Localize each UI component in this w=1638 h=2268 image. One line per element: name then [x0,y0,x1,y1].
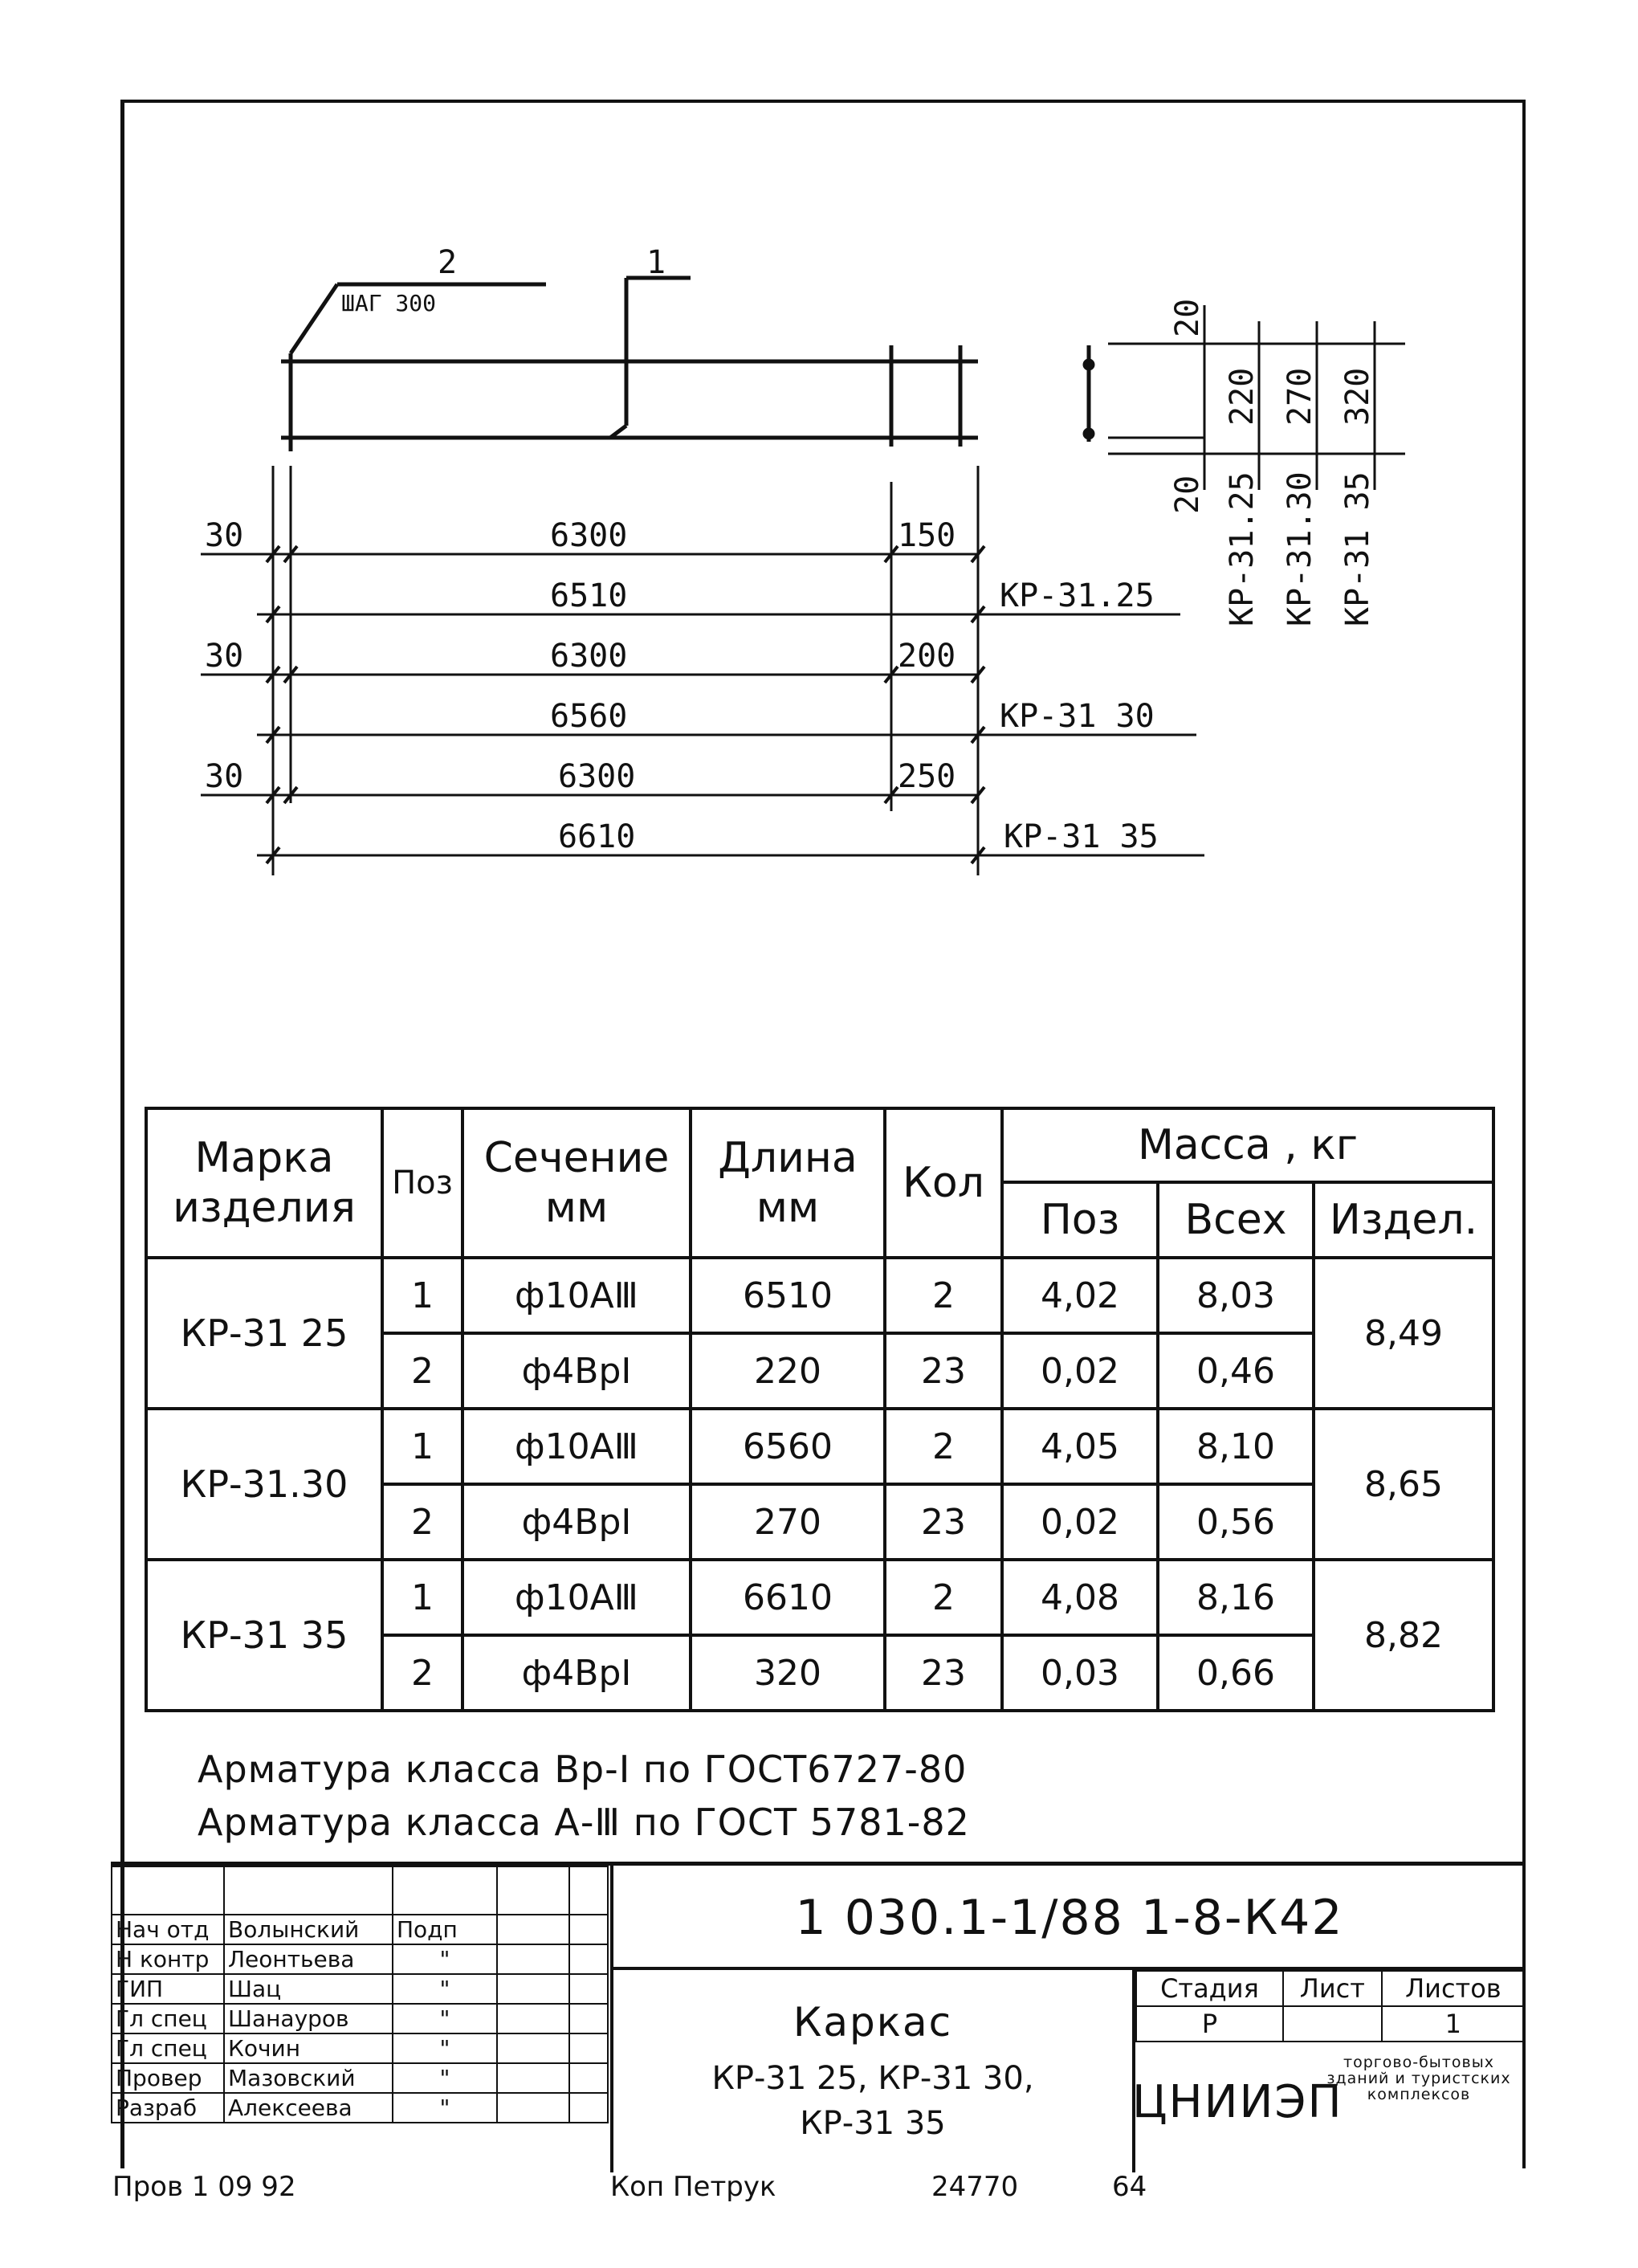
document-number: 1 030.1-1/88 1-8-К42 [610,1866,1526,1970]
sig-sign: " [393,2004,497,2033]
signature-row [112,1915,608,1944]
signature-row [112,2063,608,2093]
dim-total-2: 6560 [550,698,628,735]
sig-role: ГИП [112,1974,224,2004]
cell-mass-item: 8,49 [1314,1258,1493,1409]
section-mark-3: КР-31 35 [1339,471,1376,626]
cell-pos: 2 [382,1333,462,1409]
footer-sheet-number: 64 [1112,2171,1147,2203]
header-section: Сечение мм [462,1108,691,1258]
drawing-title [610,1970,1132,2172]
dim-end-3: 250 [898,758,956,795]
cage-drawing [0,0,1638,1076]
cell-qty: 23 [885,1635,1002,1711]
item-mark: КР-31 25 [146,1258,382,1409]
notes [198,1743,970,1849]
cell-mass-all: 0,66 [1158,1635,1314,1711]
cell-section: ф10АⅢ [462,1560,691,1635]
sig-role: Нач отд [112,1915,224,1944]
cell-mass-item: 8,65 [1314,1409,1493,1560]
footer-check: Пров 1 09 92 [112,2171,296,2203]
cell-qty: 23 [885,1333,1002,1409]
dim-mark-1: КР-31.25 [1000,577,1155,614]
cell-mass-pos: 0,02 [1002,1333,1158,1409]
cell-mass-all: 8,16 [1158,1560,1314,1635]
cell-length: 320 [691,1635,885,1711]
cell-length: 270 [691,1484,885,1560]
dim-inner-2: 6300 [550,638,628,675]
cell-pos: 1 [382,1560,462,1635]
sig-role: Провер [112,2063,224,2093]
cell-section: ф4ВрⅠ [462,1635,691,1711]
signature-row [112,2033,608,2063]
table-row [146,1409,1493,1484]
dim-left-3: 30 [205,758,244,795]
sig-sign: " [393,1974,497,2004]
cell-qty: 2 [885,1258,1002,1333]
header-mass-pos: Поз [1002,1182,1158,1258]
title-line-1: Каркас [793,1999,953,2046]
header-qty: Кол [885,1108,1002,1258]
cell-mass-pos: 0,03 [1002,1635,1158,1711]
section-height-3: 320 [1339,367,1376,426]
sig-name: Кочин [224,2033,393,2063]
dim-inner-1: 6300 [550,517,628,554]
cell-qty: 2 [885,1560,1002,1635]
sheets-label: Листов [1382,1971,1525,2006]
org-description: торгово-бытовых зданий и туристских комплексов [1326,2054,1511,2103]
footer-inventory: 24770 [931,2171,1019,2203]
sig-sign: " [393,2093,497,2123]
table-row [146,1258,1493,1333]
callout-1-number: 1 [646,244,666,281]
sig-name: Мазовский [224,2063,393,2093]
footer-copy: Коп Петрук [610,2171,776,2203]
section-mark-1: КР-31.25 [1224,471,1261,626]
cell-mass-pos: 4,05 [1002,1409,1158,1484]
cell-section: ф10АⅢ [462,1409,691,1484]
sig-sign: " [393,2063,497,2093]
callout-2-note: ШАГ 300 [341,290,437,316]
dim-left-1: 30 [205,517,244,554]
dim-total-1: 6510 [550,577,628,614]
title-block [111,1862,1526,2172]
section-mark-2: КР-31.30 [1281,471,1318,626]
cell-section: ф10АⅢ [462,1258,691,1333]
dim-mark-2: КР-31 30 [1000,698,1155,735]
sig-sign: " [393,2033,497,2063]
cell-mass-item: 8,82 [1314,1560,1493,1711]
title-line-2: КР-31 25, КР-31 30, [711,2060,1034,2097]
section-height-1: 220 [1224,367,1261,426]
header-length: Длина мм [691,1108,885,1258]
signature-row [112,1944,608,1974]
cell-mass-all: 8,10 [1158,1409,1314,1484]
header-pos: Поз [382,1108,462,1258]
cell-mass-all: 8,03 [1158,1258,1314,1333]
cell-qty: 23 [885,1484,1002,1560]
dim-end-1: 150 [898,517,956,554]
cell-length: 6560 [691,1409,885,1484]
cell-pos: 1 [382,1409,462,1484]
sheets-value: 1 [1382,2006,1525,2042]
cell-length: 6510 [691,1258,885,1333]
dim-end-2: 200 [898,638,956,675]
dimension-lines [201,466,1204,875]
signature-row [112,2093,608,2123]
sig-role: Н контр [112,1944,224,1974]
sig-name: Алексеева [224,2093,393,2123]
note-line: Арматура класса А-Ⅲ по ГОСТ 5781-82 [198,1801,970,1844]
dim-total-3: 6610 [558,818,636,855]
sig-sign: " [393,1944,497,1974]
dim-left-2: 30 [205,638,244,675]
cell-length: 6610 [691,1560,885,1635]
item-mark: КР-31.30 [146,1409,382,1560]
dim-mark-3: КР-31 35 [1004,818,1159,855]
header-mass: Масса , кг [1002,1108,1493,1182]
section-bottom-dim: 20 [1169,475,1206,514]
cell-pos: 2 [382,1635,462,1711]
cell-pos: 1 [382,1258,462,1333]
cell-pos: 2 [382,1484,462,1560]
dim-inner-3: 6300 [558,758,636,795]
cell-mass-pos: 4,02 [1002,1258,1158,1333]
cell-length: 220 [691,1333,885,1409]
sig-name: Шац [224,1974,393,2004]
sig-name: Волынский [224,1915,393,1944]
cell-qty: 2 [885,1409,1002,1484]
sig-sign: Подп [393,1915,497,1944]
cell-mass-all: 0,46 [1158,1333,1314,1409]
organization-block [1132,2038,1526,2172]
header-mark: Марка изделия [146,1108,382,1258]
specification-table [145,1107,1495,1712]
signature-row [112,2004,608,2033]
stage-label: Стадия [1136,1971,1283,2006]
sig-role: Разраб [112,2093,224,2123]
sig-role: Гл спец [112,2004,224,2033]
sig-role: Гл спец [112,2033,224,2063]
callout-2-number: 2 [438,244,458,281]
title-line-3: КР-31 35 [800,2105,946,2142]
cell-section: ф4ВрⅠ [462,1333,691,1409]
sheet-label: Лист [1283,1971,1382,2006]
cell-mass-all: 0,56 [1158,1484,1314,1560]
section-height-2: 270 [1281,367,1318,426]
cell-mass-pos: 4,08 [1002,1560,1158,1635]
stage-value: Р [1136,2006,1283,2042]
cell-section: ф4ВрⅠ [462,1484,691,1560]
cell-mass-pos: 0,02 [1002,1484,1158,1560]
item-mark: КР-31 35 [146,1560,382,1711]
header-mass-item: Издел. [1314,1182,1493,1258]
section-top-dim: 20 [1169,298,1206,337]
sheet-value [1283,2006,1382,2042]
sig-name: Леонтьева [224,1944,393,1974]
header-mass-all: Всех [1158,1182,1314,1258]
sig-name: Шанауров [224,2004,393,2033]
signature-row [112,1974,608,2004]
table-row [146,1560,1493,1635]
note-line: Арматура класса Вр-Ⅰ по ГОСТ6727-80 [198,1748,968,1791]
org-code: ЦНИИЭП [1132,2076,1343,2128]
signature-table [111,1866,609,2172]
